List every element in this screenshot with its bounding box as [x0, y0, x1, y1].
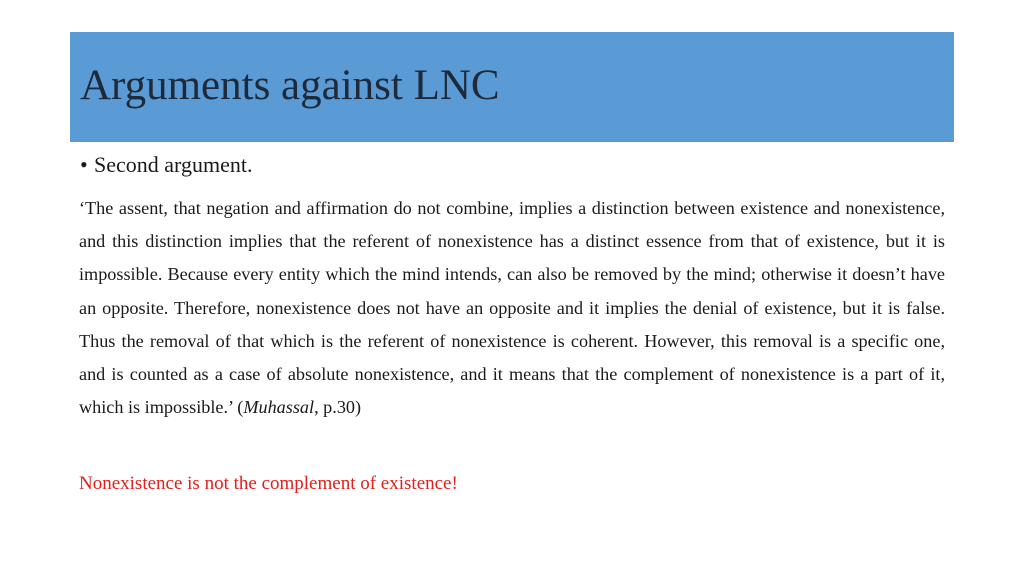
bullet-dot-icon: • [80, 152, 88, 177]
title-banner [70, 32, 954, 142]
bullet-text: Second argument. [94, 152, 253, 177]
conclusion-text: Nonexistence is not the complement of existence! [79, 473, 458, 494]
quote-paragraph [79, 192, 945, 424]
quote-source-title: Muhassal [243, 397, 315, 418]
quote-body: ‘The assent, that negation and affirmation do not combine, implies a distinction between existence and nonexistence, and this distinction implies that the referent of nonexistence has a distinct essence from that of existence, but it is impossible. Because every entity which the mind intends, can also be removed by the mind; otherwise it doesn’t have an opposite. Therefore, nonexistence does not have an opposite and it implies the denial of existence, but it is false. Thus the removal of that which is the referent of nonexistence is coherent. However, this removal is a specific one, and is counted as a case of absolute nonexistence, and it means that the complement of nonexistence is a part of it, which is impossible.’ ( [79, 198, 945, 418]
quote-source-suffix: , p.30) [314, 397, 362, 418]
slide-title: Arguments against LNC [80, 62, 500, 109]
bullet-item [80, 152, 252, 178]
